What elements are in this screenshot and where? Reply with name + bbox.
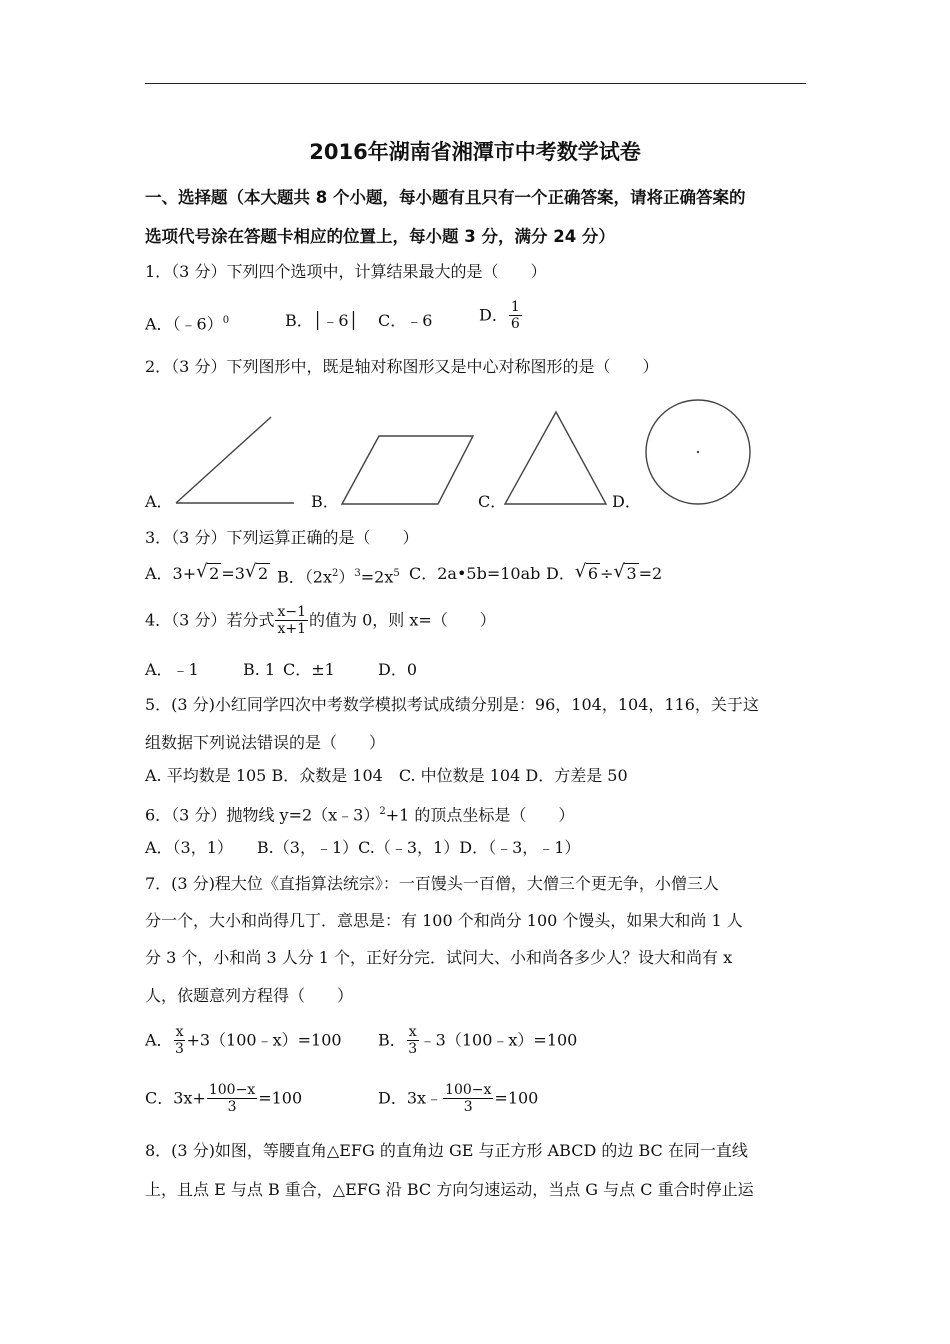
q3-option-b: B．$(2x^2)^3=2x^5$	[277, 567, 400, 587]
q2-label-a: A．	[145, 492, 173, 511]
q4-stem: 4．（3 分）若分式 $\frac{x-1}{x+1}$ 的值为 0，则 x=（ ）	[145, 604, 496, 637]
q5-options: A. 平均数是 105 B．众数是 104 C. 中位数是 104 D．方差是 50	[145, 766, 628, 785]
q8-stem-line2: 上，且点 E 与点 B 重合，△EFG 沿 BC 方向匀速运动，当点 G 与点 C 重合时停止运	[145, 1180, 754, 1199]
q7-stem-line2: 分一个，大小和尚得几丁．意思是：有 100 个和尚分 100 个馒头，如果大和尚 1 人	[145, 911, 743, 930]
q3-stem: 3．（3 分）下列运算正确的是（ ）	[145, 528, 419, 547]
q2-label-d: D．	[612, 492, 641, 511]
angle-figure	[176, 417, 294, 503]
q7-option-b: B． $\frac{x}{3}$ ﹣3（100﹣x）=100	[378, 1024, 578, 1057]
q8-stem-line1: 8．(3 分)如图，等腰直角△EFG 的直角边 GE 与正方形 ABCD 的边 BC 在同一直线	[145, 1141, 748, 1160]
angle-ray	[176, 417, 271, 503]
q7-stem-line4: 人，依题意列方程得（ ）	[145, 986, 354, 1005]
q3-options	[145, 564, 806, 586]
q6-options: A．（3，1） B.（3，﹣1）C.（﹣3，1）D．（﹣3，﹣1）	[145, 838, 581, 857]
parallelogram-figure	[342, 436, 473, 504]
q7-options-ab	[145, 1024, 806, 1064]
section-heading-line1: 一、选择题（本大题共 8 个小题，每小题有且只有一个正确答案，请将正确答案的	[145, 188, 746, 207]
q5-stem-line2: 组数据下列说法错误的是（ ）	[145, 733, 386, 752]
q6-stem: 6．（3 分）抛物线 y=2（x﹣3）$^2$+1 的顶点坐标是（ ）	[145, 805, 575, 825]
q4-option-c: C．±1	[283, 660, 335, 679]
circle-center-dot	[697, 451, 699, 453]
q1-option-a: A．（﹣6）$^0$	[145, 314, 230, 334]
q7-option-a: A． $\frac{x}{3}$ +3（100﹣x）=100	[145, 1024, 342, 1057]
q3-option-c: C．2a•5b=10ab	[409, 564, 541, 583]
q7-option-c: C．3x+ $\frac{100-x}{3}$ =100	[145, 1082, 303, 1115]
q3-option-a: A．3+√ 2 =3√ 2	[145, 564, 270, 584]
section-heading-line2: 选项代号涂在答题卡相应的位置上，每小题 3 分，满分 24 分）	[145, 227, 615, 246]
q4-options	[145, 660, 806, 682]
q5-stem-line1: 5．(3 分)小红同学四次中考数学模拟考试成绩分别是：96，104，104，116，关于这	[145, 695, 759, 714]
q4-option-d: D．0	[378, 660, 418, 679]
q4-option-b: B. 1	[243, 660, 276, 679]
q7-stem-line3: 分 3 个，小和尚 3 人分 1 个，正好分完．试问大、小和尚各多少人？设大和尚有 x	[145, 948, 733, 967]
q3-option-d: D．√ 6 ÷√ 3 =2	[546, 564, 662, 584]
q7-stem-line1: 7．(3 分)程大位《直指算法统宗》：一百馒头一百僧，大僧三个更无争，小僧三人	[145, 874, 719, 893]
q1-option-d: D． $\frac{1}{6}$	[479, 299, 520, 332]
page-title: 2016年湖南省湘潭市中考数学试卷	[309, 140, 641, 164]
q1-option-c: C．﹣6	[378, 311, 433, 330]
q7-options-cd	[145, 1082, 806, 1122]
q4-option-a: A．﹣1	[145, 660, 199, 679]
q1-stem: 1．（3 分）下列四个选项中，计算结果最大的是（ ）	[145, 262, 547, 281]
triangle-figure	[505, 412, 606, 504]
q2-stem: 2．（3 分）下列图形中，既是轴对称图形又是中心对称图形的是（ ）	[145, 357, 659, 376]
q2-label-b: B．	[311, 492, 339, 511]
q7-option-d: D．3x﹣ $\frac{100-x}{3}$ =100	[378, 1082, 539, 1115]
q1-option-b: B．│﹣6│	[285, 311, 359, 330]
q2-label-c: C．	[478, 492, 507, 511]
